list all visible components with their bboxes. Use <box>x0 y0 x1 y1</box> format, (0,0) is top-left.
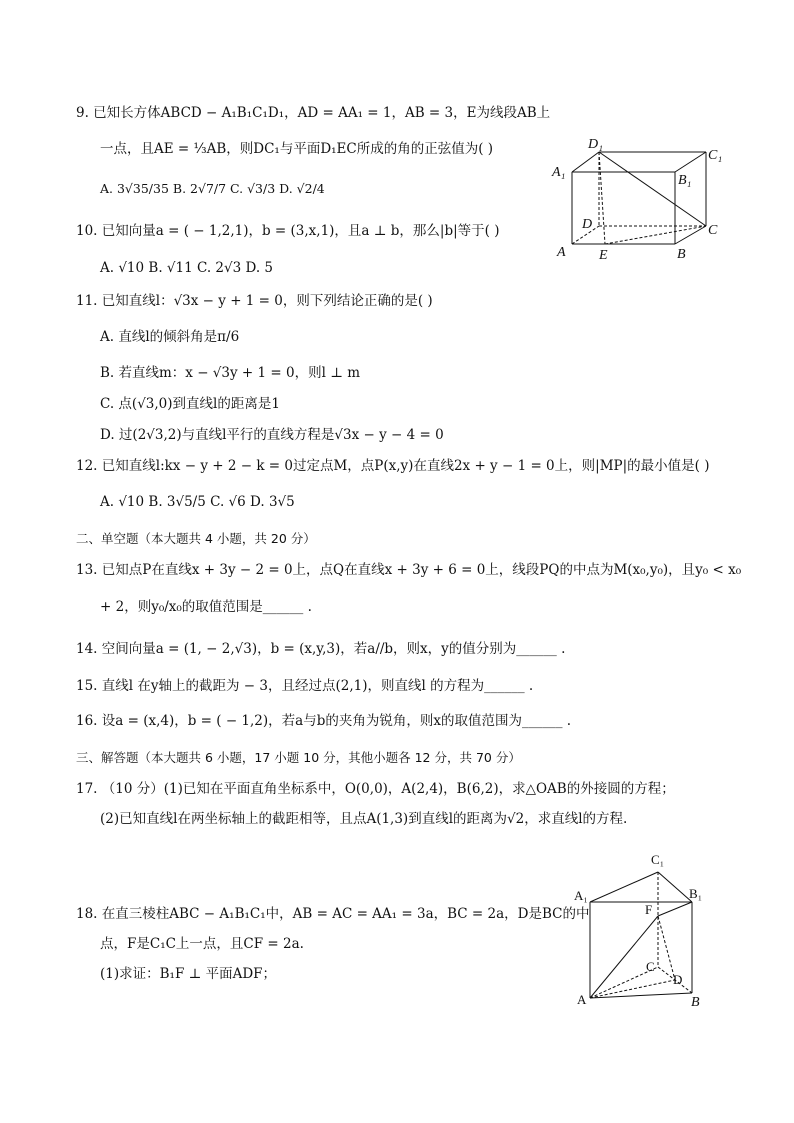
q11-option-a: A. 直线l的倾斜角是π/6 <box>100 329 240 345</box>
q13-stem-line1: 13. 已知点P在直线x + 3y − 2 = 0上，点Q在直线x + 3y + 6 = 0上，线段PQ的中点为M(x₀,y₀)，且y₀ < x₀ <box>76 562 742 578</box>
section-3-heading: 三、解答题（本大题共 6 小题，17 小题 10 分，其他小题各 12 分，共 70 分） <box>76 750 521 765</box>
q18-stem-line1: 18. 在直三棱柱ABC − A₁B₁C₁中，AB = AC = AA₁ = 3a，BC = 2a，D是BC的中 <box>76 906 590 922</box>
fig1-label-A1: A₁ <box>552 165 566 180</box>
q13-stem-line2: + 2，则y₀/x₀的取值范围是______ . <box>100 599 312 615</box>
q11-option-b: B. 若直线m：x − √3y + 1 = 0，则l ⊥ m <box>100 365 360 381</box>
q12-options: A. √10 B. 3√5/5 C. √6 D. 3√5 <box>100 494 295 510</box>
q18-stem-line2: 点，F是C₁C上一点，且CF = 2a. <box>100 936 304 952</box>
fig1-label-B1: B₁ <box>678 173 692 188</box>
fig2-label-C: C <box>646 959 655 974</box>
fig2-label-B: B <box>691 995 700 1010</box>
q9-stem-line1: 9. 已知长方体ABCD − A₁B₁C₁D₁，AD = AA₁ = 1，AB = 3，E为线段AB上 <box>76 105 551 121</box>
fig1-label-D1: D₁ <box>588 137 603 152</box>
q10-stem: 10. 已知向量a = ( − 1,2,1)，b = (3,x,1)，且a ⊥ b，那么|b|等于( ) <box>76 223 500 239</box>
q17-part1: 17. （10 分）(1)已知在平面直角坐标系中，O(0,0)，A(2,4)，B(6,2)，求△OAB的外接圆的方程； <box>76 781 675 797</box>
fig2-label-A1: A₁ <box>574 888 588 903</box>
q16-stem: 16. 设a = (x,4)，b = ( − 1,2)，若a与b的夹角为锐角，则x的取值范围为______ . <box>76 713 572 729</box>
fig1-label-D: D <box>582 217 593 232</box>
q11-option-c: C. 点(√3,0)到直线l的距离是1 <box>100 396 280 412</box>
fig2-label-B1: B₁ <box>689 886 703 901</box>
fig2-label-F: F <box>645 902 653 917</box>
q10-options: A. √10 B. √11 C. 2√3 D. 5 <box>100 260 273 276</box>
q9-options: A. 3√35/35 B. 2√7/7 C. √3/3 D. √2/4 <box>100 181 325 196</box>
fig1-label-E: E <box>599 248 608 263</box>
fig2-label-D: D <box>673 972 683 987</box>
fig2-label-A: A <box>577 992 587 1007</box>
q12-stem: 12. 已知直线l:kx − y + 2 − k = 0过定点M，点P(x,y)在直线2x + y − 1 = 0上，则|MP|的最小值是( ) <box>76 458 710 474</box>
prism-figure <box>572 850 712 1015</box>
q17-part2: (2)已知直线l在两坐标轴上的截距相等，且点A(1,3)到直线l的距离为√2，求直线l的方程. <box>100 811 628 827</box>
q9-stem-line2: 一点，且AE = ⅓AB，则DC₁与平面D₁EC所成的角的正弦值为( ) <box>100 141 494 157</box>
q15-stem: 15. 直线l 在y轴上的截距为 − 3，且经过点(2,1)，则直线l 的方程为______ . <box>76 678 534 694</box>
fig1-label-A: A <box>557 245 566 260</box>
cuboid-figure <box>548 134 728 264</box>
fig1-label-C1: C₁ <box>708 148 723 163</box>
fig1-label-C: C <box>708 223 718 238</box>
q14-stem: 14. 空间向量a = (1, − 2,√3)，b = (x,y,3)，若a//b，则x，y的值分别为______ . <box>76 641 566 657</box>
fig1-label-B: B <box>677 247 686 262</box>
q11-option-d: D. 过(2√3,2)与直线l平行的直线方程是√3x − y − 4 = 0 <box>100 427 444 443</box>
q11-stem: 11. 已知直线l：√3x − y + 1 = 0，则下列结论正确的是( ) <box>76 293 433 309</box>
fig2-label-C1: C₁ <box>651 852 665 867</box>
section-2-heading: 二、单空题（本大题共 4 小题，共 20 分） <box>76 531 316 546</box>
q18-part1: (1)求证：B₁F ⊥ 平面ADF； <box>100 966 277 982</box>
